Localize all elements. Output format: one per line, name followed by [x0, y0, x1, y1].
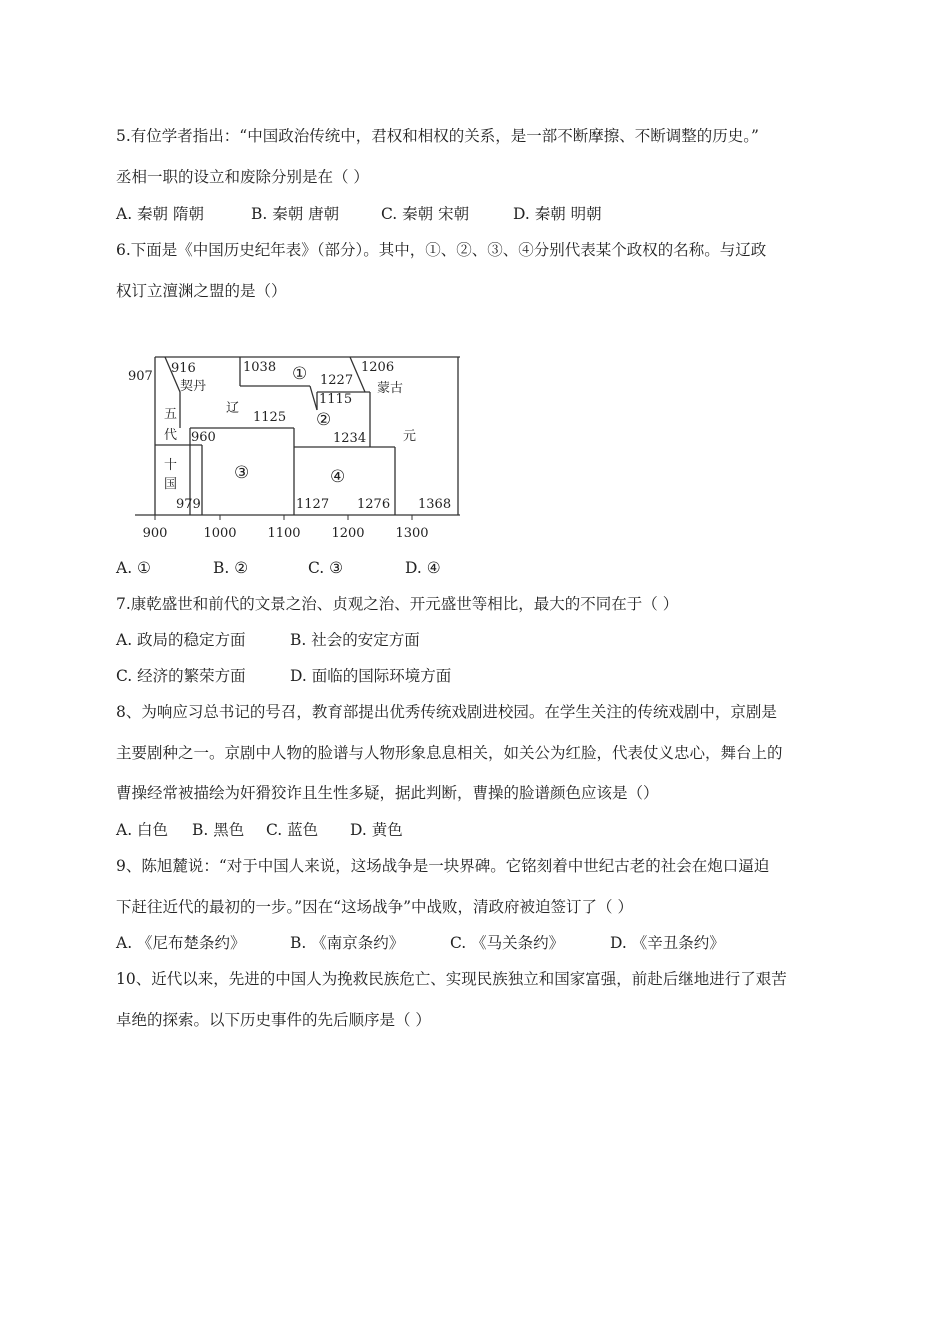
- q5-option-b: B. 秦朝 唐朝: [251, 205, 340, 223]
- q10-stem-line2: 卓绝的探索。以下历史事件的先后顺序是（ ）: [116, 1011, 431, 1029]
- q5-option-d: D. 秦朝 明朝: [513, 205, 602, 223]
- tick-1200: 1200: [331, 526, 365, 541]
- q8-option-c: C. 蓝色: [266, 821, 319, 839]
- q8-option-d: D. 黄色: [350, 821, 403, 839]
- label-907: 907: [128, 369, 153, 384]
- q9-option-d: D. 《辛丑条约》: [610, 934, 725, 952]
- q6-stem-line1: 6.下面是《中国历史纪年表》（部分）。其中，①、②、③、④分别代表某个政权的名称。与辽政: [116, 241, 767, 259]
- tick-1300: 1300: [395, 526, 429, 541]
- label-shi: 十: [164, 458, 178, 473]
- q5-stem-line1: 5.有位学者指出：“中国政治传统中，君权和相权的关系，是一部不断摩擦、不断调整的历史。”: [116, 127, 759, 145]
- q8-options: [116, 820, 403, 840]
- label-circle-1: ①: [292, 364, 308, 384]
- q7-options-row1: [116, 630, 420, 650]
- q6-options: [116, 558, 441, 578]
- q6-option-a: A. ①: [116, 559, 151, 577]
- tick-1000: 1000: [203, 526, 237, 541]
- q8-stem-line3: 曹操经常被描绘为奸猾狡诈且生性多疑，据此判断，曹操的脸谱颜色应该是（）: [116, 784, 659, 802]
- label-1115: 1115: [319, 392, 353, 407]
- q9-option-c: C. 《马关条约》: [450, 934, 565, 952]
- q6-option-d: D. ④: [405, 559, 441, 577]
- label-circle-4: ④: [330, 467, 346, 487]
- label-menggu: 蒙古: [377, 381, 404, 396]
- q9-option-a: A. 《尼布楚条约》: [116, 934, 246, 952]
- tick-1100: 1100: [267, 526, 301, 541]
- label-circle-2: ②: [316, 410, 332, 430]
- q6-stem-line2: 权订立澶渊之盟的是（）: [116, 282, 287, 300]
- q7-stem: 7.康乾盛世和前代的文景之治、贞观之治、开元盛世等相比，最大的不同在于（ ）: [116, 595, 679, 613]
- label-circle-3: ③: [234, 463, 250, 483]
- label-1234: 1234: [333, 431, 367, 446]
- q9-stem-line2: 下赶往近代的最初的一步。”因在“这场战争”中战败，清政府被迫签订了（ ）: [116, 898, 633, 916]
- label-1038: 1038: [243, 360, 277, 375]
- q5-options: [116, 204, 602, 224]
- q8-stem-line2: 主要剧种之一。京剧中人物的脸谱与人物形象息息相关，如关公为红脸，代表仗义忠心，舞台上的: [116, 744, 783, 762]
- q6-option-b: B. ②: [213, 559, 249, 577]
- history-timeline-chart: [120, 352, 465, 547]
- label-1276: 1276: [357, 497, 391, 512]
- label-1227: 1227: [320, 373, 354, 388]
- q9-option-b: B. 《南京条约》: [290, 934, 405, 952]
- label-dai: 代: [164, 428, 178, 443]
- timeline-axis-ticks: [155, 515, 412, 520]
- label-916: 916: [171, 361, 196, 376]
- q7-option-d: D. 面临的国际环境方面: [290, 667, 452, 685]
- q8-option-a: A. 白色: [116, 821, 169, 839]
- q8-option-b: B. 黑色: [192, 821, 245, 839]
- q5-option-a: A. 秦朝 隋朝: [116, 205, 204, 223]
- label-yuan: 元: [403, 429, 417, 444]
- q7-option-a: A. 政局的稳定方面: [116, 631, 246, 649]
- q5-option-c: C. 秦朝 宋朝: [381, 205, 470, 223]
- q7-option-b: B. 社会的安定方面: [290, 631, 420, 649]
- q7-option-c: C. 经济的繁荣方面: [116, 667, 246, 685]
- label-960: 960: [191, 430, 216, 445]
- label-qidan: 契丹: [180, 379, 207, 394]
- q7-options-row2: [116, 666, 451, 686]
- q5-stem-line2: 丞相一职的设立和废除分别是在（ ）: [116, 168, 369, 186]
- q6-option-c: C. ③: [308, 559, 344, 577]
- label-1125: 1125: [253, 410, 287, 425]
- label-1206: 1206: [361, 360, 395, 375]
- q8-stem-line1: 8、为响应习总书记的号召，教育部提出优秀传统戏剧进校园。在学生关注的传统戏剧中，京剧是: [116, 703, 777, 721]
- label-liao: 辽: [226, 401, 240, 416]
- q9-stem-line1: 9、陈旭麓说：“对于中国人来说，这场战争是一块界碑。它铭刻着中世纪古老的社会在炮口逼迫: [116, 857, 770, 875]
- q9-options: [116, 933, 725, 953]
- label-1127: 1127: [296, 497, 330, 512]
- label-guo: 国: [164, 477, 178, 492]
- tick-900: 900: [142, 526, 168, 541]
- label-1368: 1368: [418, 497, 452, 512]
- label-979: 979: [176, 497, 201, 512]
- label-wu: 五: [164, 407, 178, 422]
- q10-stem-line1: 10、近代以来，先进的中国人为挽救民族危亡、实现民族独立和国家富强，前赴后继地进行了艰苦: [116, 970, 787, 988]
